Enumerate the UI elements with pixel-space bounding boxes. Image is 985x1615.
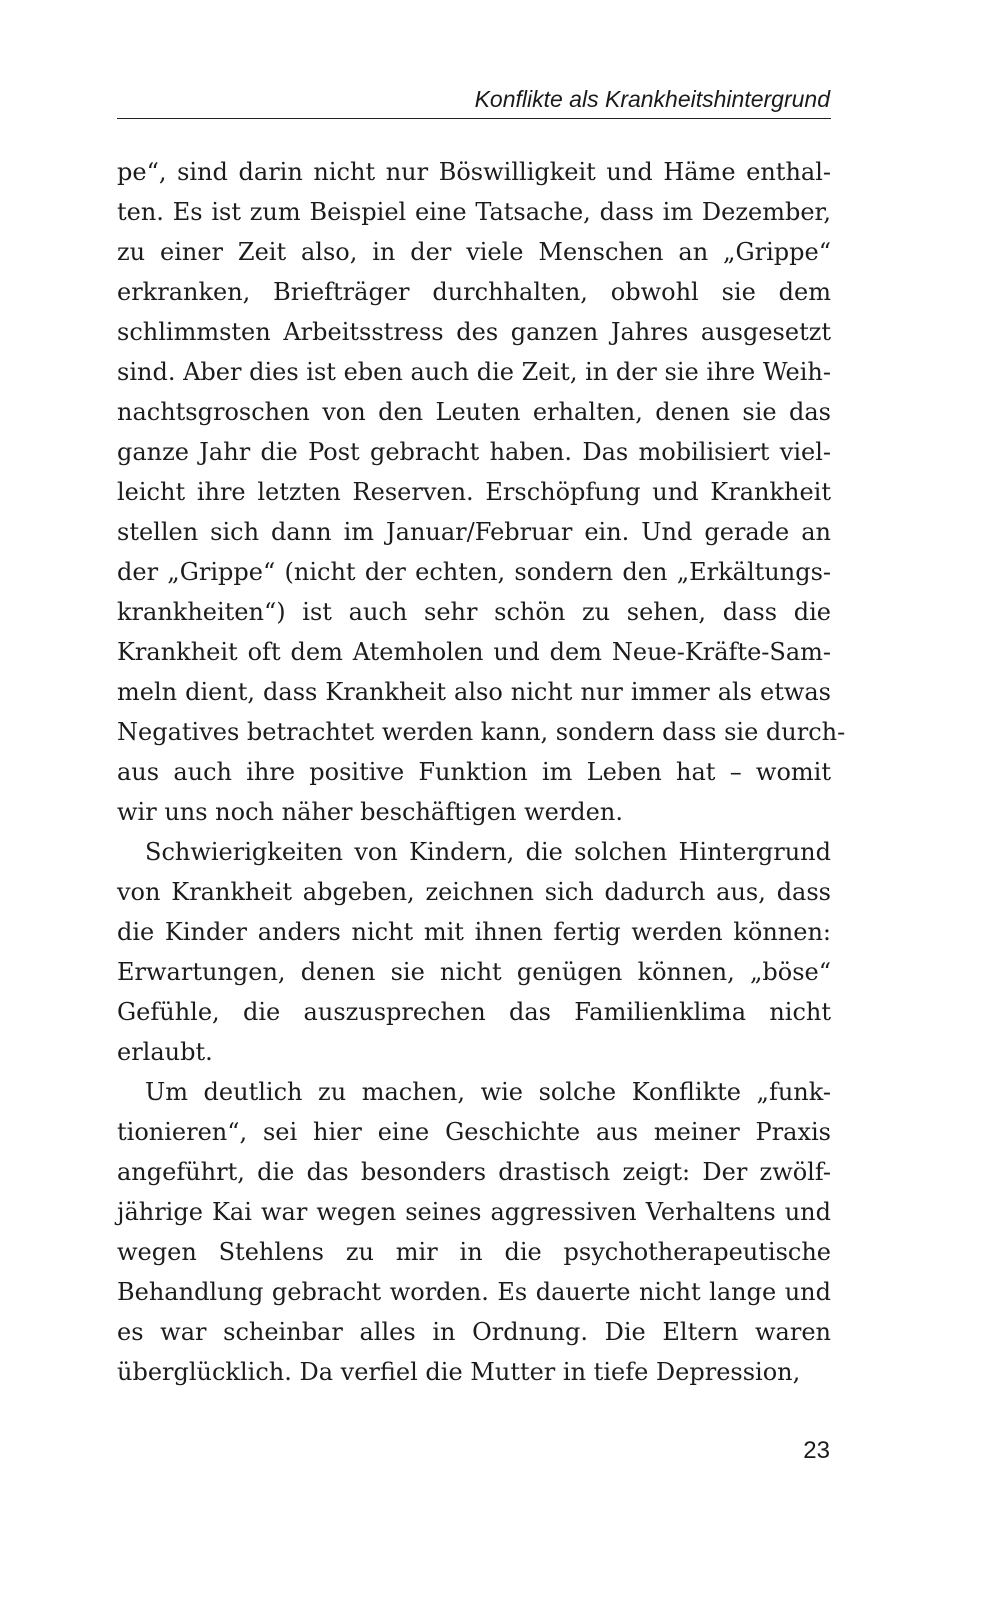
- paragraph-2: [117, 832, 831, 1072]
- text-line: Erwartungen, denen sie nicht genügen können, „böse“: [117, 958, 831, 986]
- text-line: Gefühle, die auszusprechen das Familienklima nicht: [117, 998, 831, 1026]
- text-line: ganze Jahr die Post gebracht haben. Das mobilisiert viel-: [117, 438, 831, 466]
- text-line: schlimmsten Arbeitsstress des ganzen Jahres ausgesetzt: [117, 318, 831, 346]
- text-line: jährige Kai war wegen seines aggressiven Verhaltens und: [117, 1198, 831, 1226]
- text-line: Um deutlich zu machen, wie solche Konflikte „funk-: [145, 1078, 831, 1106]
- text-line: zu einer Zeit also, in der viele Menschen an „Grippe“: [117, 238, 831, 266]
- text-line: Schwierigkeiten von Kindern, die solchen Hintergrund: [145, 838, 831, 866]
- text-line: die Kinder anders nicht mit ihnen fertig werden können:: [117, 918, 831, 946]
- text-line: wir uns noch näher beschäftigen werden.: [117, 798, 623, 826]
- text-line: leicht ihre letzten Reserven. Erschöpfung und Krankheit: [117, 478, 831, 506]
- text-line: ten. Es ist zum Beispiel eine Tatsache, dass im Dezember,: [117, 198, 831, 226]
- paragraph-1: [117, 152, 846, 832]
- text-line: von Krankheit abgeben, zeichnen sich dadurch aus, dass: [117, 878, 831, 906]
- text-line: der „Grippe“ (nicht der echten, sondern den „Erkältungs-: [117, 558, 831, 586]
- text-line: wegen Stehlens zu mir in die psychotherapeutische: [117, 1238, 831, 1266]
- text-line: erkranken, Briefträger durchhalten, obwohl sie dem: [117, 278, 831, 306]
- text-line: Behandlung gebracht worden. Es dauerte nicht lange und: [117, 1278, 831, 1306]
- running-header: Konflikte als Krankheitshintergrund: [474, 86, 830, 112]
- text-line: krankheiten“) ist auch sehr schön zu sehen, dass die: [117, 598, 831, 626]
- text-line: meln dient, dass Krankheit also nicht nur immer als etwas: [117, 678, 831, 706]
- text-line: Negatives betrachtet werden kann, sondern dass sie durch-: [117, 718, 846, 746]
- text-line: tionieren“, sei hier eine Geschichte aus meiner Praxis: [117, 1118, 831, 1146]
- body-text: [117, 152, 846, 1392]
- text-line: aus auch ihre positive Funktion im Leben hat – womit: [117, 758, 831, 786]
- text-line: erlaubt.: [117, 1038, 213, 1066]
- text-line: stellen sich dann im Januar/Februar ein. Und gerade an: [117, 518, 831, 546]
- text-line: überglücklich. Da verfiel die Mutter in tiefe Depression,: [117, 1358, 801, 1386]
- text-line: es war scheinbar alles in Ordnung. Die Eltern waren: [117, 1318, 831, 1346]
- text-line: angeführt, die das besonders drastisch zeigt: Der zwölf-: [117, 1158, 831, 1186]
- text-line: pe“, sind darin nicht nur Böswilligkeit und Häme enthal-: [117, 158, 831, 186]
- page-number: 23: [803, 1437, 830, 1464]
- paragraph-3: [117, 1072, 831, 1392]
- header-rule: [117, 118, 831, 119]
- text-line: sind. Aber dies ist eben auch die Zeit, in der sie ihre Weih-: [117, 358, 831, 386]
- text-line: nachtsgroschen von den Leuten erhalten, denen sie das: [117, 398, 831, 426]
- text-line: Krankheit oft dem Atemholen und dem Neue-Kräfte-Sam-: [117, 638, 831, 666]
